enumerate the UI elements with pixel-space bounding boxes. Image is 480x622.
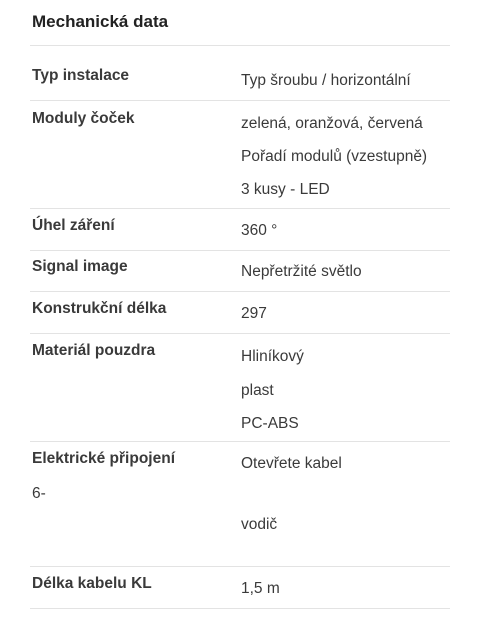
divider	[30, 566, 450, 567]
row-value-delka-kabelu: 1,5 m	[241, 580, 280, 597]
divider	[30, 250, 450, 251]
section-title: Mechanická data	[32, 12, 169, 31]
row-value-konstrukcni-delka: 297	[241, 305, 267, 322]
row-value-moduly-cocek-1: zelená, oranžová, červená	[241, 115, 423, 132]
row-label-konstrukcni-delka: Konstrukční délka	[32, 300, 167, 317]
row-value-material-pouzdra-2: plast	[241, 382, 274, 399]
divider	[30, 45, 450, 46]
row-value-moduly-cocek-2: Pořadí modulů (vzestupně)	[241, 148, 428, 165]
row-value-elektricke-pripojeni-1: Otevřete kabel	[241, 455, 342, 472]
row-label-elektricke-pripojeni-suffix: 6-	[32, 485, 46, 502]
row-label-delka-kabelu: Délka kabelu KL	[32, 575, 152, 592]
row-value-material-pouzdra-1: Hliníkový	[241, 348, 304, 365]
row-value-elektricke-pripojeni-2: vodič	[241, 516, 278, 533]
row-value-uhel-zareni: 360 °	[241, 222, 278, 239]
row-value-moduly-cocek-3: 3 kusy - LED	[241, 181, 330, 198]
row-label-signal-image: Signal image	[32, 258, 128, 275]
row-label-uhel-zareni: Úhel záření	[32, 217, 115, 234]
row-value-material-pouzdra-3: PC-ABS	[241, 415, 299, 432]
row-label-typ-instalace: Typ instalace	[32, 67, 130, 84]
row-label-moduly-cocek: Moduly čoček	[32, 110, 135, 127]
row-value-signal-image: Nepřetržité světlo	[241, 263, 362, 280]
row-label-material-pouzdra: Materiál pouzdra	[32, 342, 156, 359]
divider	[30, 291, 450, 292]
divider	[30, 441, 450, 442]
divider	[30, 333, 450, 334]
row-label-elektricke-pripojeni: Elektrické připojení	[32, 450, 175, 467]
row-value-typ-instalace: Typ šroubu / horizontální	[241, 72, 411, 89]
divider	[30, 608, 450, 609]
divider	[30, 100, 450, 101]
divider	[30, 208, 450, 209]
